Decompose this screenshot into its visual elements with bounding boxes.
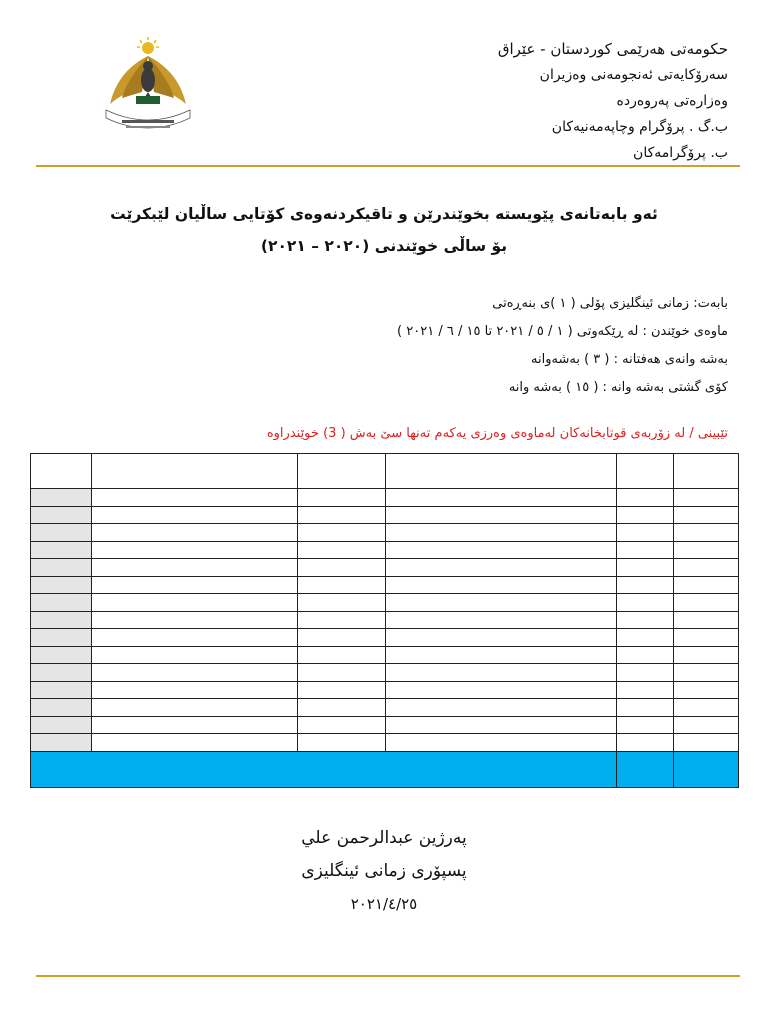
table-cell xyxy=(617,524,674,542)
table-row xyxy=(31,664,739,682)
table-row xyxy=(31,489,739,507)
row-number-cell xyxy=(31,524,92,542)
table-cell xyxy=(674,541,739,559)
table-cell xyxy=(298,664,386,682)
table-row xyxy=(31,681,739,699)
table-cell xyxy=(386,734,617,752)
signature-block xyxy=(0,822,768,921)
table-cell xyxy=(674,611,739,629)
table-cell xyxy=(617,611,674,629)
table-cell xyxy=(92,664,298,682)
table-cell xyxy=(617,734,674,752)
table-cell xyxy=(674,594,739,612)
table-cell xyxy=(617,629,674,647)
row-number-cell xyxy=(31,611,92,629)
total-cell xyxy=(674,751,739,787)
course-details xyxy=(208,290,728,402)
table-cell xyxy=(386,611,617,629)
table-cell xyxy=(617,716,674,734)
row-number-cell xyxy=(31,594,92,612)
table-cell xyxy=(617,489,674,507)
table-row xyxy=(31,734,739,752)
table-cell xyxy=(386,681,617,699)
table-cell xyxy=(298,594,386,612)
row-number-cell xyxy=(31,716,92,734)
row-number-cell xyxy=(31,646,92,664)
table-cell xyxy=(298,629,386,647)
row-number-cell xyxy=(31,664,92,682)
table-row xyxy=(31,524,739,542)
subject-line: بابەت: زمانی ئینگلیزی پۆلی ( ١ )ی بنەڕەتی xyxy=(492,296,728,311)
row-number-cell xyxy=(31,541,92,559)
table-row xyxy=(31,699,739,717)
footer-divider xyxy=(36,975,740,977)
table-cell xyxy=(92,506,298,524)
signer-role: پسپۆری زمانی ئینگلیزی xyxy=(301,861,467,881)
table-cell xyxy=(298,541,386,559)
table-row xyxy=(31,629,739,647)
table-cell xyxy=(386,506,617,524)
table-cell xyxy=(92,629,298,647)
table-header-cell xyxy=(386,454,617,489)
table-cell xyxy=(674,629,739,647)
header-line-ministry: وەزارەتی پەروەردە xyxy=(616,93,728,109)
table-cell xyxy=(674,716,739,734)
row-number-cell xyxy=(31,489,92,507)
table-cell xyxy=(674,506,739,524)
table-cell xyxy=(92,559,298,577)
table-cell xyxy=(617,594,674,612)
row-number-cell xyxy=(31,681,92,699)
table-header-row xyxy=(31,454,739,489)
header-line-government: حکومەتی هەرێمی کوردستان - عێراق xyxy=(497,40,728,58)
table-cell xyxy=(386,524,617,542)
table-cell xyxy=(298,611,386,629)
table-cell xyxy=(298,576,386,594)
row-number-cell xyxy=(31,734,92,752)
table-total-row xyxy=(31,751,739,787)
weekly-sessions-line: بەشە وانەی هەفتانە : ( ٣ ) بەشەوانە xyxy=(531,352,728,367)
table-header-cell xyxy=(298,454,386,489)
header-divider xyxy=(36,165,740,167)
table-cell xyxy=(386,664,617,682)
table-cell xyxy=(92,646,298,664)
table-row xyxy=(31,541,739,559)
table-cell xyxy=(617,576,674,594)
table-cell xyxy=(298,681,386,699)
table-cell xyxy=(92,734,298,752)
table-cell xyxy=(617,664,674,682)
table-cell xyxy=(674,576,739,594)
table-cell xyxy=(298,734,386,752)
table-cell xyxy=(298,699,386,717)
period-line: ماوەی خوێندن : لە ڕێکەوتی ( ١ / ٥ / ٢٠٢١ تا ١٥ / ٦ / ٢٠٢١ ) xyxy=(397,324,728,339)
table-cell xyxy=(298,489,386,507)
table-header-cell xyxy=(617,454,674,489)
table-cell xyxy=(386,699,617,717)
row-number-cell xyxy=(31,699,92,717)
table-cell xyxy=(674,699,739,717)
table-row xyxy=(31,611,739,629)
table-cell xyxy=(674,734,739,752)
table-cell xyxy=(92,524,298,542)
sun-icon xyxy=(137,37,159,54)
table-cell xyxy=(617,699,674,717)
table-cell xyxy=(617,681,674,699)
row-number-cell xyxy=(31,576,92,594)
table-cell xyxy=(617,541,674,559)
total-cell xyxy=(31,751,617,787)
row-number-cell xyxy=(31,506,92,524)
signer-name: پەرژین عبدالرحمن علي xyxy=(301,828,467,848)
table-cell xyxy=(674,646,739,664)
kurdistan-emblem-icon xyxy=(92,34,204,138)
table-cell xyxy=(92,594,298,612)
table-header-cell xyxy=(31,454,92,489)
table-row xyxy=(31,716,739,734)
table-row xyxy=(31,559,739,577)
document-title xyxy=(0,198,768,262)
row-number-cell xyxy=(31,559,92,577)
table-cell xyxy=(617,506,674,524)
table-cell xyxy=(674,489,739,507)
table-cell xyxy=(386,716,617,734)
table-cell xyxy=(674,664,739,682)
table-cell xyxy=(674,524,739,542)
table-cell xyxy=(386,559,617,577)
table-header-cell xyxy=(92,454,298,489)
table-cell xyxy=(386,489,617,507)
table-row xyxy=(31,594,739,612)
table-header-cell xyxy=(674,454,739,489)
table-cell xyxy=(298,506,386,524)
table-cell xyxy=(298,524,386,542)
table-cell xyxy=(674,559,739,577)
table-cell xyxy=(298,716,386,734)
table-cell xyxy=(386,541,617,559)
curriculum-table xyxy=(30,453,739,788)
title-line-2: بۆ ساڵی خوێندنی (٢٠٢٠ – ٢٠٢١) xyxy=(260,237,508,255)
table-cell xyxy=(386,646,617,664)
table-cell xyxy=(386,576,617,594)
table-cell xyxy=(92,716,298,734)
table-row xyxy=(31,506,739,524)
table-cell xyxy=(617,646,674,664)
header-line-council: سەرۆکایەتی ئەنجومەنی وەزیران xyxy=(539,67,728,83)
ministry-header xyxy=(348,36,728,166)
table-cell xyxy=(386,629,617,647)
total-cell xyxy=(617,751,674,787)
row-number-cell xyxy=(31,629,92,647)
title-line-1: ئەو بابەتانەی پێویستە بخوێندرێن و تاقیکردنەوەی کۆتایی ساڵیان لێبکرێت xyxy=(110,205,658,223)
table-cell xyxy=(298,646,386,664)
table-cell xyxy=(298,559,386,577)
note-text: تێبینی / لە زۆربەی قوتابخانەکان لەماوەی وەرزی یەکەم تەنها سێ بەش ( 3) خوێندراوە xyxy=(266,426,728,441)
table-row xyxy=(31,646,739,664)
table-cell xyxy=(92,611,298,629)
table-cell xyxy=(92,541,298,559)
table-cell xyxy=(92,576,298,594)
header-line-department: ب. پرۆگرامەکان xyxy=(633,145,728,161)
table-cell xyxy=(386,594,617,612)
total-sessions-line: کۆی گشتی بەشە وانە : ( ١٥ ) بەشە وانە xyxy=(508,380,728,395)
header-line-directorate: ب.گ . پرۆگرام وچاپەمەنیەکان xyxy=(551,119,728,135)
table-cell xyxy=(617,559,674,577)
table-cell xyxy=(92,489,298,507)
table-cell xyxy=(674,681,739,699)
table-cell xyxy=(92,699,298,717)
table-row xyxy=(31,576,739,594)
signature-date: ٢٠٢١/٤/٢٥ xyxy=(350,895,418,913)
table-cell xyxy=(92,681,298,699)
